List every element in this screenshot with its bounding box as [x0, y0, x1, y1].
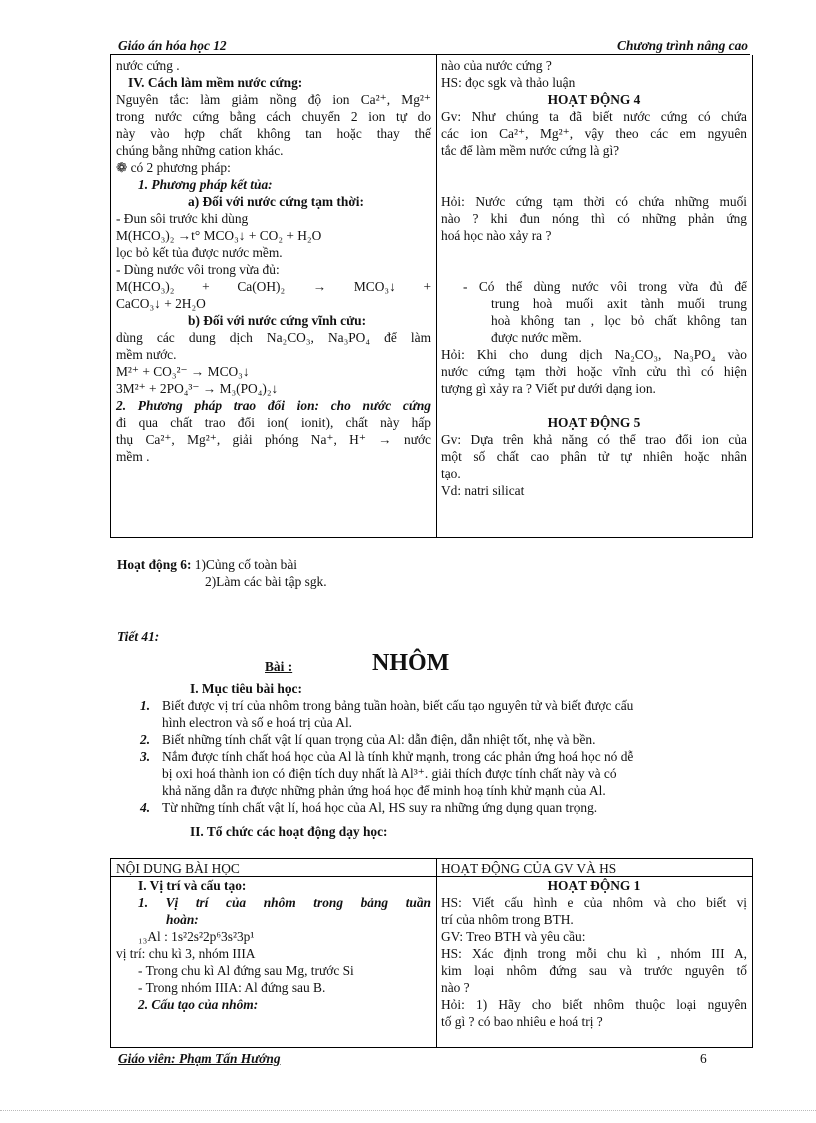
equation: M(HCO₃)₂ + Ca(OH)₂ → MCO₃↓ +	[116, 279, 431, 294]
subsection-heading: hoàn:	[166, 912, 199, 927]
text-line: vị trí: chu kì 3, nhóm IIIA	[116, 946, 256, 961]
list-item: hình electron và số e hoá trị của Al.	[162, 715, 353, 730]
activity-column	[441, 860, 747, 1030]
subsection-heading: 1. Vị trí của nhôm trong bảng tuần	[138, 895, 431, 910]
page-footer	[110, 1047, 750, 1068]
text-line: dùng các dung dịch Na₂CO₃, Na₃PO₄ để làm	[116, 330, 431, 345]
page-header	[110, 36, 750, 55]
activity-heading: HOẠT ĐỘNG 4	[547, 92, 641, 107]
objectives-list	[140, 697, 752, 816]
section-heading: I. Vị trí và cấu tạo:	[138, 878, 247, 893]
column-header: NỘI DUNG BÀI HỌC	[116, 861, 240, 876]
text-line: 2)Làm các bài tập sgk.	[205, 574, 327, 589]
text-line: Hỏi: Nước cứng tạm thời có chứa những muối	[441, 194, 747, 209]
activity-heading: HOẠT ĐỘNG 1	[547, 878, 641, 893]
text-line: 1)Củng cố toàn bài	[194, 557, 298, 572]
text-line: kim loại nhôm đứng sau và trước nguyên tố	[441, 963, 747, 978]
text-line: tắc để làm mềm nước cứng là gì?	[441, 143, 620, 158]
text-line: hoá học nào xảy ra ?	[441, 228, 552, 243]
text-line: GV: Treo BTH và yêu cầu:	[441, 929, 586, 944]
text-line: HS: đọc sgk và thảo luận	[441, 75, 576, 90]
text-line: - Đun sôi trước khi dùng	[116, 211, 249, 226]
text-line: đi qua chất trao đổi ion( ionit), chất này hấp	[116, 415, 431, 430]
activity-column	[441, 57, 747, 499]
text-line: - Trong chu kì Al đứng sau Mg, trước Si	[138, 963, 354, 978]
list-item: Biết những tính chất vật lí quan trọng của Al: dẫn điện, dẫn nhiệt tốt, nhẹ và bền.	[162, 732, 596, 747]
content-column	[116, 57, 431, 465]
list-item: khả năng dẫn ra được những phản ứng hoá học để minh hoạ tính khử mạnh của Al.	[162, 783, 606, 798]
text-line: b) Đối với nước cứng vĩnh cửu:	[188, 313, 367, 328]
text-line: - Có thể dùng nước vôi trong vừa đủ để	[463, 279, 747, 294]
text-line: tượng gì xảy ra ? Viết pư dưới dạng ion.	[441, 381, 656, 396]
list-item: Từ những tính chất vật lí, hoá học của Al, HS suy ra những ứng dụng quan trọng.	[162, 800, 598, 815]
text-line: - Trong nhóm IIIA: Al đứng sau B.	[138, 980, 326, 995]
text-line: được nước mềm.	[491, 330, 582, 345]
activity-6-label: Hoạt động 6:	[117, 557, 192, 572]
text-line: nào của nước cứng ?	[441, 58, 552, 73]
activity-heading: HOẠT ĐỘNG 5	[547, 415, 641, 430]
text-line: mềm .	[116, 449, 150, 464]
text-line: lọc bỏ kết tủa được nước mềm.	[116, 245, 283, 260]
list-number: 4.	[140, 800, 151, 815]
text-line: trí của nhôm trong BTH.	[441, 912, 574, 927]
electron-config: ₁₃Al : 1s²2s²2p⁶3s²3p¹	[138, 929, 255, 944]
list-number: 1.	[140, 698, 151, 713]
text-line: Gv: Dựa trên khả năng có thể trao đổi ion của	[441, 432, 747, 447]
text-line: một số chất cao phân tử tự nhiên hoặc nhân	[441, 449, 747, 464]
text-line: trung hoà muối axit tành muối trung	[491, 296, 747, 311]
text-line: nào ? khi đun nóng thì có những phản ứng	[441, 211, 747, 226]
text-line: Nguyên tắc: làm giảm nồng độ ion Ca²⁺, Mg²⁺	[116, 92, 431, 107]
list-item: Nắm được tính chất hoá học của Al là tính khử mạnh, trong các phản ứng hoá học nó dễ	[162, 749, 634, 764]
text-line: này vào hợp chất không tan hoặc thay thế	[116, 126, 431, 141]
method-heading: 2. Phương pháp trao đổi ion: cho nước cứng	[116, 398, 431, 413]
text-line: thụ Ca²⁺, Mg²⁺, giải phóng Na⁺, H⁺ → nước	[116, 432, 431, 447]
text-line: nào ?	[441, 980, 470, 995]
method-heading: 1. Phương pháp kết tủa:	[138, 177, 273, 192]
teacher-name: Giáo viên: Phạm Tấn Hướng	[118, 1051, 281, 1066]
text-line: tạo.	[441, 466, 461, 481]
text-line: HS: Xác định trong mỗi chu kì , nhóm III A,	[441, 946, 747, 961]
lesson-table	[110, 858, 753, 1048]
column-header: HOẠT ĐỘNG CỦA GV VÀ HS	[441, 861, 617, 876]
equation: 3M²⁺ + 2PO₄³⁻ → M₃(PO₄)₂↓	[116, 381, 279, 396]
text-line: Vd: natri silicat	[441, 483, 525, 498]
text-line: ❁ có 2 phương pháp:	[116, 160, 231, 175]
lesson-table-continued	[110, 55, 753, 538]
lesson-title: NHÔM	[372, 650, 450, 676]
text-line: hoà không tan , lọc bỏ chất không tan	[491, 313, 747, 328]
objectives-heading: I. Mục tiêu bài học:	[190, 681, 302, 696]
organization-heading: II. Tổ chức các hoạt động dạy học:	[190, 824, 388, 839]
text-line: nước cứng tạm thời hoặc vĩnh cửu thì có hiện	[441, 364, 747, 379]
text-line: - Dùng nước vôi trong vừa đủ:	[116, 262, 280, 277]
list-number: 3.	[140, 749, 151, 764]
list-item: bị oxi hoá thành ion có điện tích duy nhất là Al³⁺. giải thích được tính chất này và có	[162, 766, 617, 781]
list-item: Biết được vị trí của nhôm trong bảng tuần hoàn, biết cấu tạo nguyên tử và biết được cấu	[162, 698, 634, 713]
subsection-heading: 2. Cấu tạo của nhôm:	[138, 997, 259, 1012]
content-column	[116, 860, 431, 1013]
page-number: 6	[700, 1051, 707, 1066]
page-edge	[0, 1110, 816, 1111]
lesson-label: Bài :	[265, 659, 293, 674]
equation: M(HCO₃)₂ →t° MCO₃↓ + CO₂ + H₂O	[116, 228, 322, 243]
equation: M²⁺ + CO₃²⁻ → MCO₃↓	[116, 364, 250, 379]
text-line: a) Đối với nước cứng tạm thời:	[188, 194, 364, 209]
equation: CaCO₃↓ + 2H₂O	[116, 296, 206, 311]
text-line: mềm nước.	[116, 347, 177, 362]
list-number: 2.	[140, 732, 151, 747]
header-program: Chương trình nâng cao	[617, 38, 748, 53]
text-line: các ion Ca²⁺, Mg²⁺, vậy theo các em ngyuên	[441, 126, 747, 141]
text-line: nước cứng .	[116, 58, 180, 73]
header-subject: Giáo án hóa học 12	[118, 38, 227, 53]
activity-6	[117, 556, 327, 590]
text-line: tố gì ? có bao nhiêu e hoá trị ?	[441, 1014, 603, 1029]
text-line: trong nước cứng bằng cách chuyển 2 ion tự do	[116, 109, 431, 124]
section-heading: IV. Cách làm mềm nước cứng:	[128, 75, 303, 90]
text-line: Hỏi: Khi cho dung dịch Na₂CO₃, Na₃PO₄ vào	[441, 347, 747, 362]
text-line: chúng bằng những cation khác.	[116, 143, 284, 158]
period-label: Tiết 41:	[117, 629, 160, 644]
text-line: Hỏi: 1) Hãy cho biết nhôm thuộc loại nguyên	[441, 997, 747, 1012]
text-line: Gv: Như chúng ta đã biết nước cứng có chứa	[441, 109, 747, 124]
text-line: HS: Viết cấu hình e của nhôm và cho biết vị	[441, 895, 747, 910]
